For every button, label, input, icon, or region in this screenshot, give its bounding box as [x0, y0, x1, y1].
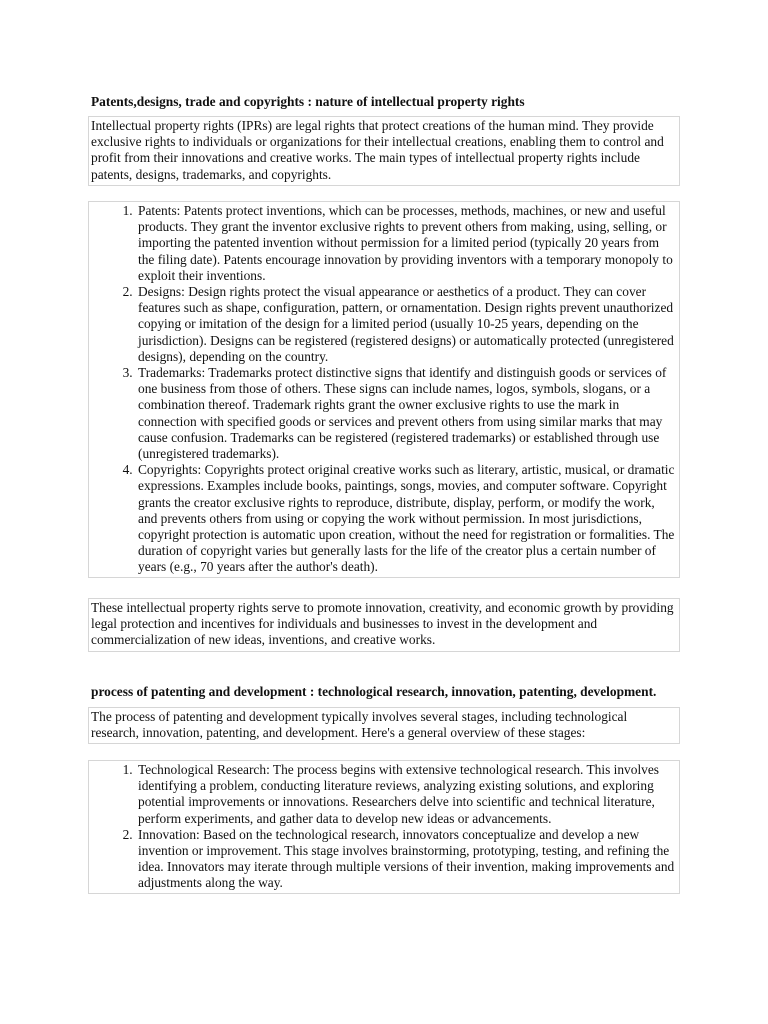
section1-conclusion-text: These intellectual property rights serve to promote innovation, creativity, and economic growth by providing legal protection and incentives for individuals and businesses to invest in the development and commercialization of new ideas, inventions, and creative works.: [91, 600, 674, 648]
section2-intro-text: The process of patenting and development typically involves several stages, including technological research, innovation, patenting, and development. Here's a general overview of these stages:: [91, 709, 628, 741]
section1-intro-text: Intellectual property rights (IPRs) are legal rights that protect creations of the human mind. They provide exclusive rights to individuals or organizations for their intellectual creations, enabling them to control and profit from their innovations and creative works. The main types of intellectual property rights include patents, designs, trademarks, and copyrights.: [91, 118, 664, 182]
section2-heading: process of patenting and development : technological research, innovation, patenting, development.: [91, 684, 657, 699]
section1-conclusion-block: [88, 598, 680, 652]
list-item-patents: 1. Patents: Patents protect inventions, which can be processes, methods, machines, or new and useful products. They grant the inventor exclusive rights to prevent others from making, using, selling, or importing the patented invention without permission for a limited period (typically 20 years from the filing date). Patents encourage innovation by providing inventors with a temporary monopoly to exploit their inventions.: [136, 203, 675, 284]
list-item-copyrights: 4. Copyrights: Copyrights protect original creative works such as literary, artistic, musical, or dramatic expressions. Examples include books, paintings, songs, movies, and computer software. Copyright grants the creator exclusive rights to reproduce, distribute, display, perform, or modify the work, and prevents others from using or copying the work without permission. In most jurisdictions, copyright protection is automatic upon creation, without the need for registration or formalities. The duration of copyright varies but generally lasts for the life of the creator plus a certain number of years (e.g., 70 years after the author's death).: [136, 462, 675, 575]
section1-intro-block: [88, 116, 680, 186]
list-item-designs: 2. Designs: Design rights protect the visual appearance or aesthetics of a product. They can cover features such as shape, configuration, pattern, or ornamentation. Design rights prevent unauthorized copying or imitation of the design for a limited period (usually 10-25 years, depending on the jurisdiction). Designs can be registered (registered designs) or automatically protected (unregistered designs), depending on the country.: [136, 284, 675, 365]
list-item-innovation: 2. Innovation: Based on the technological research, innovators conceptualize and develop a new invention or improvement. This stage involves brainstorming, prototyping, testing, and refining the idea. Innovators may iterate through multiple versions of their invention, making improvements and adjustments along the way.: [136, 827, 675, 892]
list-item-trademarks: 3. Trademarks: Trademarks protect distinctive signs that identify and distinguish goods or services of one business from those of others. These signs can include names, logos, symbols, slogans, or a combination thereof. Trademark rights grant the owner exclusive rights to use the mark in connection with specified goods or services and prevent others from using similar marks that may cause confusion. Trademarks can be registered (registered trademarks) or established through use (unregistered trademarks).: [136, 365, 675, 462]
section1-heading: Patents,designs, trade and copyrights : nature of intellectual property rights: [91, 94, 525, 109]
section1-types-list-block: [88, 201, 680, 578]
section1-types-list: [91, 203, 675, 576]
list-item-technological-research: 1. Technological Research: The process begins with extensive technological research. This involves identifying a problem, conducting literature reviews, analyzing existing solutions, and exploring potential improvements or innovations. Researchers delve into scientific and technical literature, perform experiments, and gather data to develop new ideas or advancements.: [136, 762, 675, 827]
section2-stages-list-block: [88, 760, 680, 894]
section2-stages-list: [91, 762, 675, 892]
section2-intro-block: [88, 707, 680, 744]
